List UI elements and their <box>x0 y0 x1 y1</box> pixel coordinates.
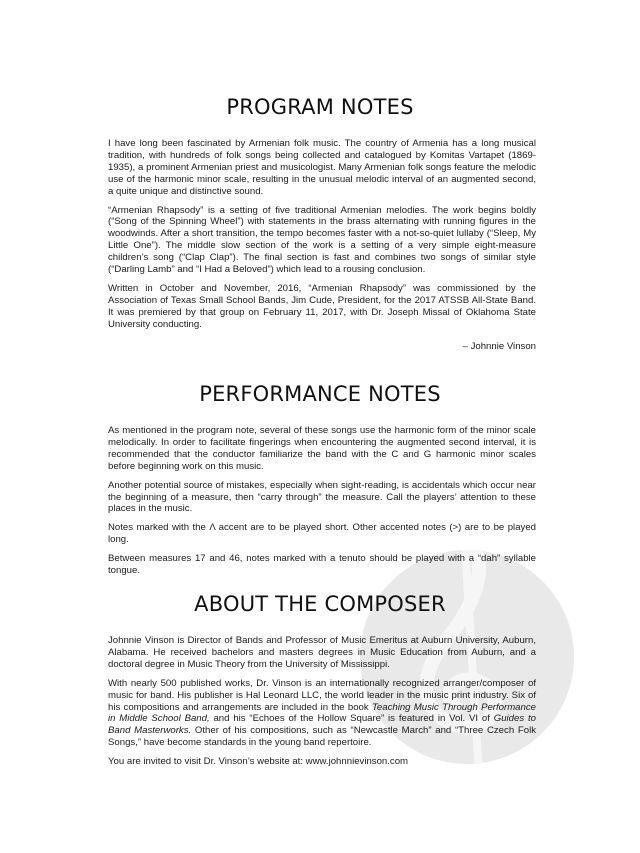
about-composer-paragraph: Johnnie Vinson is Director of Bands and Professor of Music Emeritus at Auburn University, Auburn, Alabama. He received bachelors and masters degrees in Music Education from Auburn, and a doctoral degree in Music Theory from the University of Mississippi. <box>108 635 536 670</box>
signature: – Johnnie Vinson <box>462 340 536 352</box>
performance-notes-paragraph: Another potential source of mistakes, especially when sight-reading, is accidentals which occur near the beginning of a measure, then “carry through” the measure. Call the players’ attention to these places in the music. <box>108 479 536 515</box>
program-notes-heading: PROGRAM NOTES <box>226 95 414 119</box>
about-composer-paragraph <box>108 678 536 749</box>
about-composer-heading: ABOUT THE COMPOSER <box>194 592 446 616</box>
performance-notes-paragraph: Notes marked with the Λ accent are to be played short. Other accented notes (>) are to be played long. <box>108 522 536 546</box>
text: With nearly 500 published works, Dr. Vinson is an internationally recognized arranger/composer of music for band. His publisher is Hal Leonard LLC, the world leader in the music print industry. Six of his compositions and arrangements are included in the book <box>108 677 536 713</box>
book-title: Teaching Music Through Performance in Middle School Band, <box>108 701 536 725</box>
text: Other of his compositions, such as “Newcastle March” and “Three Czech Folk Songs,” have become standards in the young band repertoire. <box>108 725 536 749</box>
performance-notes-section <box>108 425 536 584</box>
performance-notes-paragraph: Between measures 17 and 46, notes marked with a tenuto should be played with a “dah” syllable tongue. <box>108 553 536 577</box>
program-notes-paragraph: Written in October and November, 2016, “Armenian Rhapsody” was commissioned by the Association of Texas Small School Bands, Jim Cude, President, for the 2017 ATSSB All-State Band. It was premiered by that group on February 11, 2017, with Dr. Joseph Missal of Oklahoma State University conducting. <box>108 282 536 330</box>
program-notes-paragraph: I have long been fascinated by Armenian folk music. The country of Armenia has a long musical tradition, with hundreds of folk songs being collected and catalogued by Komitas Vartapet (1869-1935), a prominent Armenian priest and musicologist. Many Armenian folk songs feature the melodic use of the harmonic minor scale, resulting in the unusual melodic interval of an augmented second, a quite unique and distinctive sound. <box>108 138 536 197</box>
book-title: Guides to Band Masterworks. <box>108 713 536 737</box>
text: and his “Echoes of the Hollow Square” is featured in Vol. VI of <box>209 713 494 725</box>
website-paragraph: You are invited to visit Dr. Vinson’s website at: www.johnnievinson.com <box>108 756 409 768</box>
program-notes-paragraph: “Armenian Rhapsody” is a setting of five traditional Armenian melodies. The work begins boldly (“Song of the Spinning Wheel”) with statements in the brass alternating with running figures in the woodwinds. After a short transition, the tempo becomes faster with a not-so-quiet lullaby (“Sleep, My Little One”). The middle slow section of the work is a setting of a very simple eight-measure children’s song (“Clap Clap”). The final section is fast and combines two songs of similar style (“Darling Lamb” and “I Had a Beloved”) which lead to a rousing conclusion. <box>108 204 536 276</box>
performance-notes-heading: PERFORMANCE NOTES <box>199 382 441 406</box>
performance-notes-paragraph: As mentioned in the program note, several of these songs use the harmonic form of the minor scale melodically. In order to facilitate fingerings when encountering the augmented second interval, it is recommended that the conductor familiarize the band with the C and G harmonic minor scales before beginning work on this music. <box>108 425 536 472</box>
about-composer-section <box>108 635 536 775</box>
program-notes-section <box>108 138 536 360</box>
